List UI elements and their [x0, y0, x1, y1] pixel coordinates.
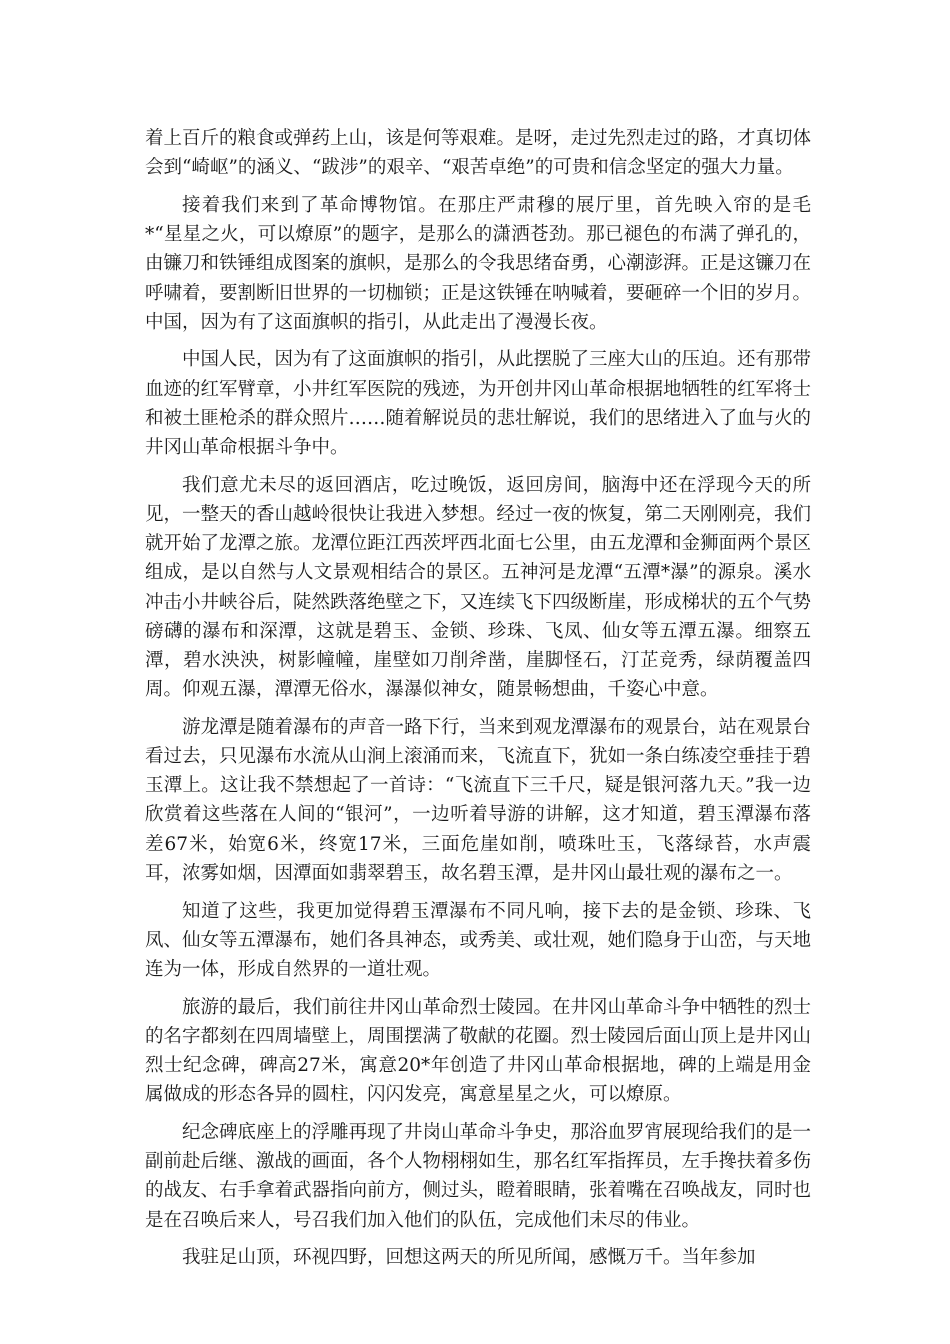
- paragraph-monument-relief: 纪念碑底座上的浮雕再现了井岗山革命斗争史，那浴血罗宵展现给我们的是一副前赴后继、激战的画面，各个人物栩栩如生，那名红军指挥员，左手搀扶着多伤的战友、右手拿着武器指向前方，侧过头，瞪着眼睛，张着嘴在召唤战友，同时也是在召唤后来人，号召我们加入他们的队伍，完成他们未尽的伟业。: [145, 1122, 812, 1231]
- paragraph-longtan-trip: 我们意尤未尽的返回酒店，吃过晚饭，返回房间，脑海中还在浮现今天的所见，一整天的香山越岭很快让我进入梦想。经过一夜的恢复，第二天刚刚亮，我们就开始了龙潭之旅。龙潭位距江西茨坪西北面七公里，由五龙潭和金狮面两个景区组成，是以自然与人文景观相结合的景区。五神河是龙潭“五潭*瀑”的源泉。溪水冲击小井峡谷后，陡然跌落绝壁之下，又连续飞下四级断崖，形成梯状的五个气势磅礴的瀑布和深潭，这就是碧玉、金锁、珍珠、飞凤、仙女等五潭五瀑。细察五潭，碧水泱泱，树影幢幢，崖壁如刀削斧凿，崖脚怪石，汀芷竞秀，绿荫覆盖四周。仰观五瀑，潭潭无俗水，瀑瀑似神女，随景畅想曲，千姿心中意。: [145, 474, 812, 701]
- paragraph-continuation: 着上百斤的粮食或弹药上山，该是何等艰难。是呀，走过先烈走过的路，才真切体会到“崎岖”的涵义、“跋涉”的艰辛、“艰苦卓绝”的可贵和信念坚定的强大力量。: [145, 128, 812, 179]
- paragraph-revolution-museum: 接着我们来到了革命博物馆。在那庄严肃穆的展厅里，首先映入帘的是毛*“星星之火，可以燎原”的题字，是那么的潇洒苍劲。那已褪色的布满了弹孔的，由镰刀和铁锤组成图案的旗帜，是那么的令我思绪奋勇，心潮澎湃。正是这镰刀在呼啸着，要割断旧世界的一切枷锁；正是这铁锤在呐喊着，要砸碎一个旧的岁月。中国，因为有了这面旗帜的指引，从此走出了漫漫长夜。: [145, 194, 812, 333]
- paragraph-chinese-people: 中国人民，因为有了这面旗帜的指引，从此摆脱了三座大山的压迫。还有那带血迹的红军臂章，小井红军医院的残迹，为开创井冈山革命根据地牺牲的红军将士和被土匪枪杀的群众照片……随着解说员的悲壮解说，我们的思绪进入了血与火的井冈山革命根据斗争中。: [145, 349, 812, 459]
- paragraph-five-waterfalls: 知道了这些，我更加觉得碧玉潭瀑布不同凡响，接下去的是金锁、珍珠、飞凤、仙女等五潭瀑布，她们各具神态，或秀美、或壮观，她们隐身于山峦，与天地连为一体，形成自然界的一道壮观。: [145, 900, 812, 980]
- document-body: [145, 124, 811, 1281]
- paragraph-martyrs-cemetery: 旅游的最后，我们前往井冈山革命烈士陵园。在井冈山革命斗争中牺牲的烈士的名字都刻在四周墙壁上，周围摆满了敬献的花圈。烈士陵园后面山顶上是井冈山烈士纪念碑，碑高27米，寓意20*年创造了井冈山革命根据地，碑的上端是用金属做成的形态各异的圆柱，闪闪发亮，寓意星星之火，可以燎原。: [145, 996, 812, 1106]
- paragraph-mountain-top: 我驻足山顶，环视四野，回想这两天的所见所闻，感慨万千。当年参加: [182, 1247, 756, 1269]
- paragraph-waterfall-view: 游龙潭是随着瀑布的声音一路下行，当来到观龙潭瀑布的观景台，站在观景台看过去，只见瀑布水流从山涧上滚涌而来，飞流直下，犹如一条白练凌空垂挂于碧玉潭上。这让我不禁想起了一首诗：“飞流直下三千尺，疑是银河落九天。”我一边欣赏着这些落在人间的“银河”，一边听着导游的讲解，这才知道，碧玉潭瀑布落差67米，始宽6米，终宽17米，三面危崖如削，喷珠吐玉，飞落绿苔，水声震耳，浓雾如烟，因潭面如翡翠碧玉，故名碧玉潭，是井冈山最壮观的瀑布之一。: [145, 716, 812, 884]
